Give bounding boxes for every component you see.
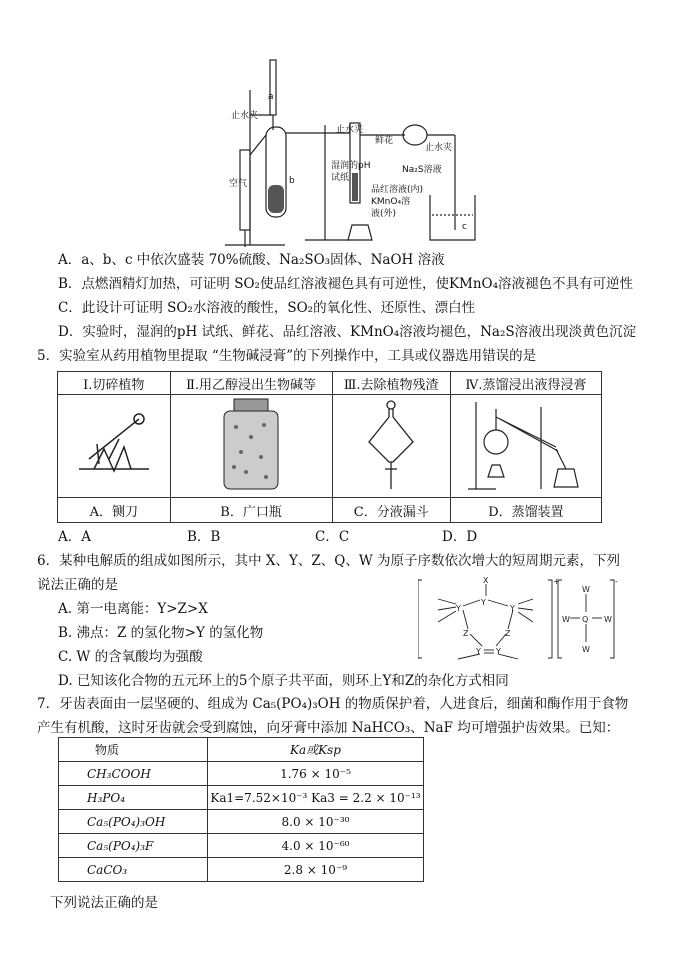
label-pinhong-1: 品红溶液(内) [371,185,424,195]
label-flower: 鲜花 [375,136,394,146]
q5-caption-1: A．铡刀 [58,498,171,523]
q7-row-1-value: 1.76 × 10⁻⁵ [208,762,424,786]
q5-header-3: Ⅲ.去除植物残渣 [332,372,450,395]
q4-option-a: A．a、b、c 中依次盛装 70%硫酸、Na₂SO₃固体、NaOH 溶液 [58,252,445,268]
q5-stem: 5．实验室从药用植物里提取 “生物碱浸膏”的下列操作中，工具或仪器选用错误的是 [37,348,537,364]
q6-stem-2: 说法正确的是 [37,577,118,593]
q5-header-4: Ⅳ.蒸馏浸出液得浸膏 [450,372,601,395]
struct-y-right: Y [510,604,515,613]
q7-row-5-value: 2.8 × 10⁻⁹ [208,858,424,882]
q6-option-c: C. W 的含氧酸均为强酸 [58,649,203,665]
struct-w-bottom: W [582,645,590,654]
label-a: a [268,92,274,102]
struct-z-left: Z [463,629,469,638]
q7-row-1-substance: CH₃COOH [59,762,208,786]
q7-row-4-value: 4.0 × 10⁻⁶⁰ [208,834,424,858]
label-c: c [462,222,467,232]
q7-row-4-substance: Ca₅(PO₄)₃F [59,834,208,858]
q5-header-1: Ⅰ.切碎植物 [58,372,171,395]
struct-plus: + [553,577,560,586]
q7-stem-2: 产生有机酸，这时牙齿就会受到腐蚀，向牙膏中添加 NaHCO₃、NaF 均可增强护齿效果。已知： [37,720,620,736]
label-stop-clamp-mid: 止水夹 [336,125,364,135]
q7-table [58,737,424,882]
chopper-image [58,395,171,498]
label-stop-clamp-right: 止水夹 [425,143,453,153]
q5-header-2: Ⅱ.用乙醇浸出生物碱等 [170,372,332,395]
label-na2s: Na₂S溶液 [402,165,442,175]
struct-y-left: Y [456,604,461,613]
q4-option-d: D．实验时，湿润的pH 试纸、鲜花、品红溶液、KMnO₄溶液均褪色，Na₂S溶液出现淡黄色沉淀 [58,324,637,340]
q5-caption-3: C．分液漏斗 [332,498,450,523]
q7-row-3-substance: Ca₅(PO₄)₃OH [59,810,208,834]
label-b: b [289,176,295,186]
q7-row-2-substance: H₃PO₄ [59,786,208,810]
label-ph-paper-2: 试纸 [331,173,350,183]
q6-stem-1: 6．某种电解质的组成如图所示，其中 X、Y、Z、Q、W 为原子序数依次增大的短周期元素，下列 [37,553,621,569]
q6-option-d: D. 已知该化合物的五元环上的5个原子共平面，则环上Y和Z的杂化方式相同 [58,673,509,689]
q5-caption-4: D．蒸馏装置 [450,498,601,523]
label-pinhong-3: 液(外) [371,209,397,219]
struct-w-top: W [582,585,590,594]
q5-option-d: D．D [442,529,478,545]
label-air: 空气 [229,179,248,189]
q7-header-substance: 物质 [59,738,208,762]
wide-mouth-bottle-image [170,395,332,498]
q6-option-b: B. 沸点：Z 的氢化物>Y 的氢化物 [58,625,264,641]
q7-after: 下列说法正确的是 [50,895,158,911]
q5-option-c: C．C [315,529,350,545]
struct-x-top: X [483,576,489,585]
struct-y-top: Y [481,598,486,607]
q5-table [57,371,602,523]
q4-option-c: C．此设计可证明 SO₂水溶液的酸性，SO₂的氧化性、还原性、漂白性 [58,300,476,316]
q4-option-b: B．点燃酒精灯加热，可证明 SO₂使品红溶液褪色具有可逆性，使KMnO₄溶液褪色不具有可逆性 [58,276,634,292]
distillation-apparatus-image [450,395,601,498]
struct-minus: - [615,577,618,586]
q7-stem-1: 7．牙齿表面由一层坚硬的、组成为 Ca₅(PO₄)₃OH 的物质保护着，人进食后，细菌和酶作用于食物 [37,696,629,712]
q5-option-b: B．B [187,529,221,545]
label-ph-paper-1: 湿润的pH [331,161,371,171]
struct-y-bottom-left: Y [476,647,481,656]
label-stop-clamp-left: 止水夹 [231,111,259,121]
struct-y-bottom-right: Y [496,647,501,656]
label-pinhong-2: KMnO₄溶 [371,197,411,207]
q6-option-a: A. 第一电离能：Y>Z>X [58,601,208,617]
struct-w-left: W [562,615,570,624]
struct-z-right: Z [505,629,511,638]
separatory-funnel-image [332,395,450,498]
struct-w-right: W [604,615,612,624]
q7-row-2-value: Ka1=7.52×10⁻³ Ka3 = 2.2 × 10⁻¹³ [208,786,424,810]
q5-caption-2: B．广口瓶 [170,498,332,523]
q5-option-a: A．A [58,529,91,545]
struct-q: Q [582,615,589,624]
q7-row-5-substance: CaCO₃ [59,858,208,882]
q7-header-k: Ka或Ksp [208,738,424,762]
q7-row-3-value: 8.0 × 10⁻³⁰ [208,810,424,834]
q6-structure-diagram [418,574,618,664]
